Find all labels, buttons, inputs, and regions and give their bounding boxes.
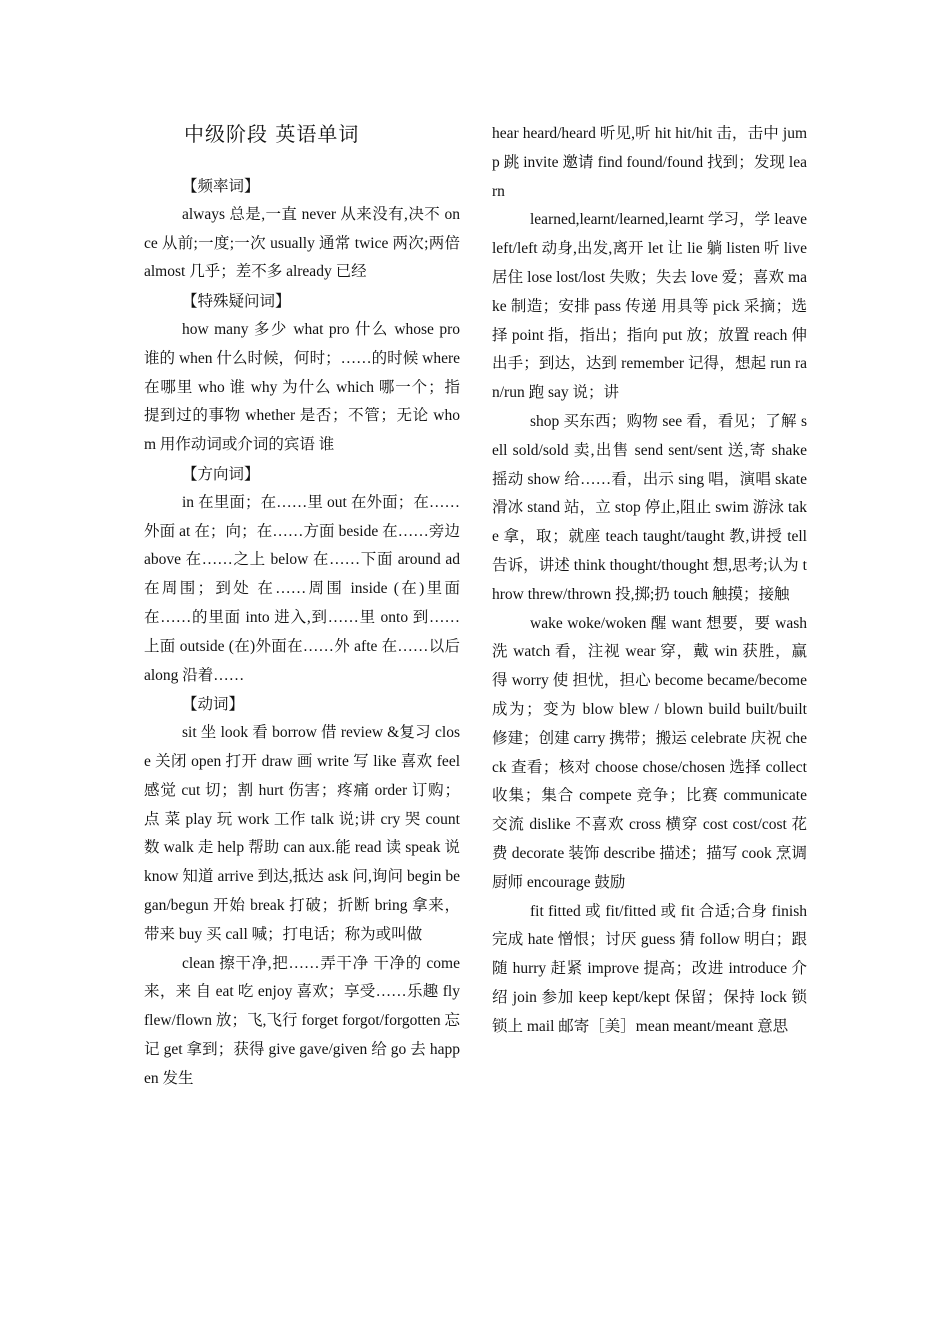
section-heading-question-words: 【特殊疑问词】 <box>182 292 291 311</box>
section-heading-verbs: 【动词】 <box>182 695 245 714</box>
paragraph-verbs-2: clean 擦干净,把……弄干净 干净的 come 来，来 自 eat 吃 enjoy 喜欢；享受……乐趣 fly flew/flown 放；飞,飞行 forget forgot/forgotten 忘记 get 拿到；获得 give gave/given 给 go 去 happen 发生 <box>144 954 460 1087</box>
paragraph-question-words: how many 多少 what pro 什么 whose pro 谁的 when 什么时候，何时；……的时候 where 在哪里 who 谁 why 为什么 which 哪一个；指提到过的事物 whether 是否；不管；无论 whom 用作动词或介词的宾语 谁 <box>144 320 460 454</box>
section-heading-frequency: 【频率词】 <box>182 177 260 195</box>
paragraph-verbs-6: wake woke/woken 醒 want 想要，要 wash 洗 watch 看，注视 wear 穿，戴 win 获胜，赢得 worry 使 担忧，担心 become became/become 成为；变为 blow blew / blown build built/built 修建；创建 carry 携带；搬运 celebrate 庆祝 check 查看；核对 choose chose/chosen 选择 collect 收集；集合 compete 竞争；比赛 communicate 交流 dislike 不喜欢 cross 横穿 cost cost/cost 花费 decorate 装饰 describe 描述；描写 cook 烹调 厨师 encourage 鼓励 <box>492 614 807 891</box>
paragraph-direction-words: in 在里面；在……里 out 在外面；在……外面 at 在；向；在……方面 beside 在……旁边 above 在……之上 below 在……下面 around ad 在周围；到处 在……周围 inside (在)里面在……的里面 into 进入,到……里 onto 到……上面 outside (在)外面在……外 afte 在……以后 along 沿着…… <box>144 493 460 684</box>
left-column <box>144 116 460 1094</box>
section-heading-direction-words: 【方向词】 <box>182 464 260 483</box>
paragraph-verbs-4: learned,learnt/learned,learnt 学习，学 leave left/left 动身,出发,离开 let 让 lie 躺 listen 听 live 居住 lose lost/lost 失败；失去 love 爱；喜欢 make 制造；安排 pass 传递 用具等 pick 采摘；选择 point 指，指出；指向 put 放；放置 reach 伸出手；到达，达到 remember 记得，想起 run ran/run 跑 say 说；讲 <box>492 211 807 402</box>
paragraph-verbs-1: sit 坐 look 看 borrow 借 review &复习 close 关闭 open 打开 draw 画 write 写 like 喜欢 feel 感觉 cut 切；割 hurt 伤害；疼痛 order 订购；点 菜 play 玩 work 工作 talk 说;讲 cry 哭 count 数 walk 走 help 帮助 can aux.能 read 读 speak 说 know 知道 arrive 到达,抵达 ask 问,询问 begin began/begun 开始 break 打破；折断 bring 拿来，带来 buy 买 call 喊；打电话；称为或叫做 <box>144 724 460 943</box>
paragraph-verbs-7: fit fitted 或 fit/fitted 或 fit 合适;合身 finish 完成 hate 憎恨；讨厌 guess 猜 follow 明白；跟随 hurry 赶紧 improve 提高；改进 introduce 介绍 join 参加 keep kept/kept 保留；保持 lock 锁 锁上 mail 邮寄［美］mean meant/meant 意思 <box>492 902 807 1035</box>
page-title: 中级阶段 英语单词 <box>184 122 360 146</box>
paragraph-verbs-3: hear heard/heard 听见,听 hit hit/hit 击，击中 jump 跳 invite 邀请 find found/found 找到；发现 learn <box>492 125 807 200</box>
paragraph-frequency-words: always 总是,一直 never 从来没有,决不 once 从前;一度;一次 usually 通常 twice 两次;两倍 almost 几乎；差不多 already 已经 <box>144 205 460 281</box>
right-column <box>492 120 807 1042</box>
paragraph-verbs-5: shop 买东西；购物 see 看，看见；了解 sell sold/sold 卖,出售 send sent/sent 送,寄 shake 摇动 show 给……看，出示 sing 唱，演唱 skate 滑冰 stand 站，立 stop 停止,阻止 swim 游泳 take 拿，取；就座 teach taught/taught 教,讲授 tell 告诉，讲述 think thought/thought 想,思考;认为 throw threw/thrown 投,掷;扔 touch 触摸；接触 <box>492 412 807 603</box>
